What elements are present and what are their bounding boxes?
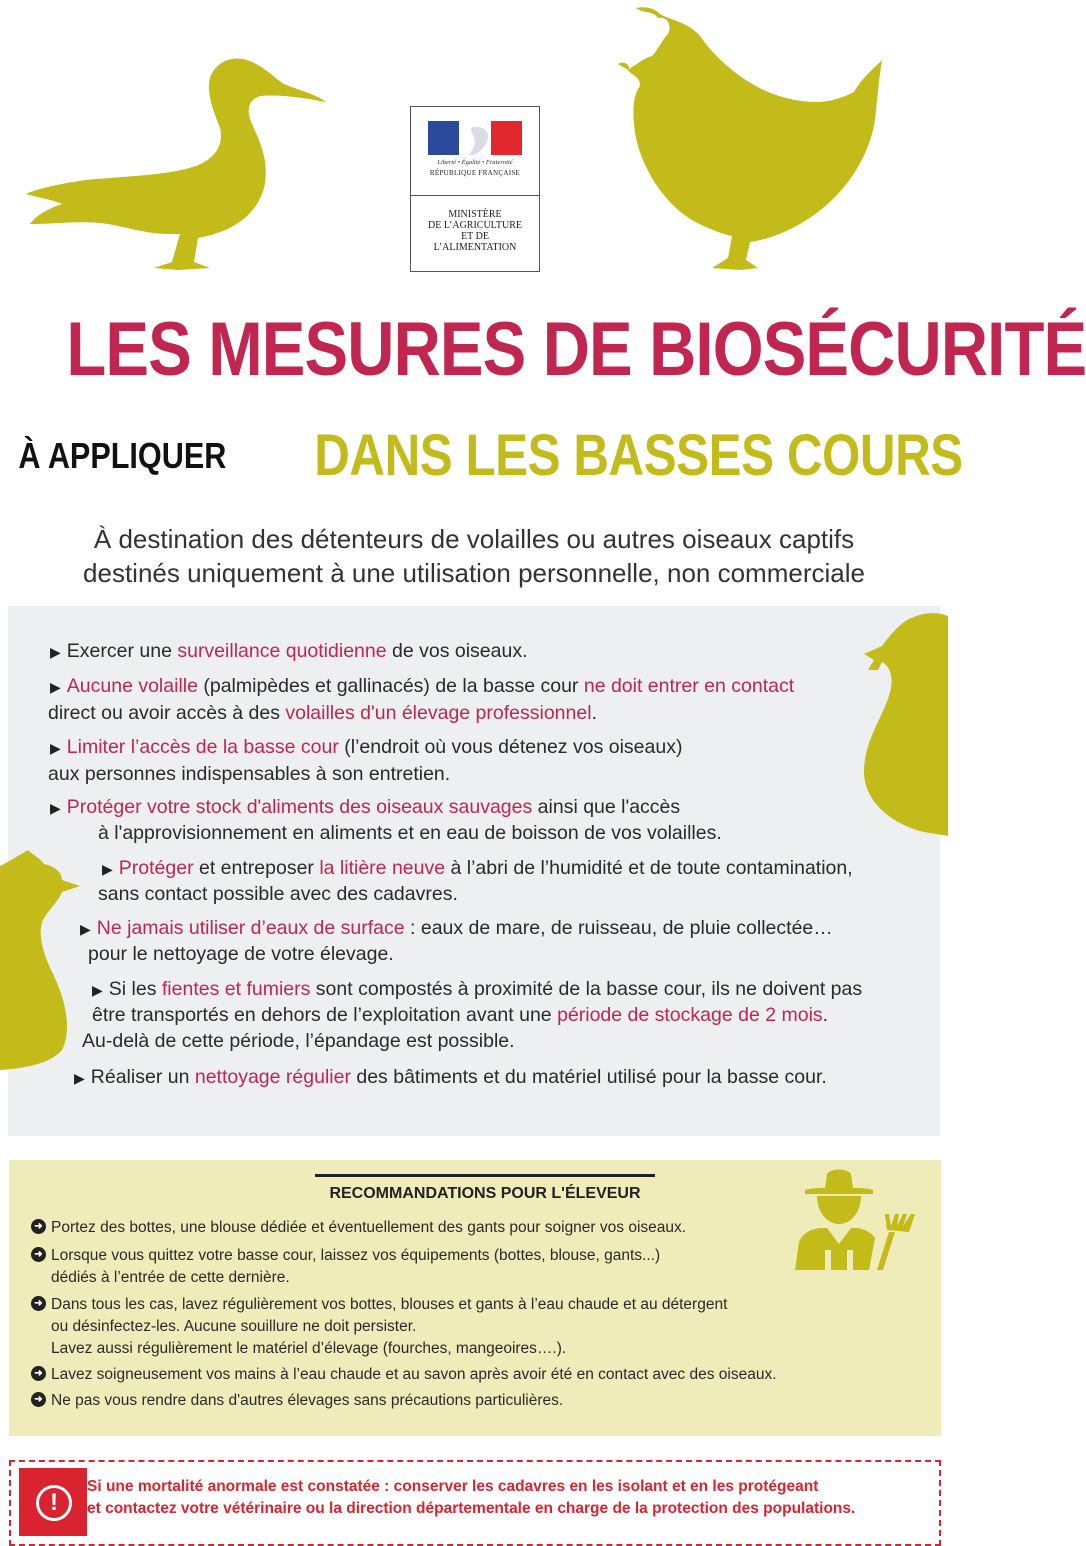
- subtitle-big: DANS LES BASSES COURS: [314, 423, 963, 488]
- measure-item-continued: à l'approvisionnement en aliments et en eau de boisson de vos volailles.: [98, 822, 722, 844]
- measure-item: ▶ Limiter l’accès de la basse cour (l’endroit où vous détenez vos oiseaux): [50, 736, 683, 758]
- recommendation-item: ➜ Ne pas vous rendre dans d'autres élevages sans précautions particulières.: [51, 1391, 563, 1411]
- ministry-logo: [410, 106, 540, 272]
- arrow-icon: ▶: [50, 679, 61, 695]
- measure-item: ▶ Protéger et entreposer la litière neuve à l’abri de l’humidité et de toute contamination,: [102, 857, 853, 879]
- farmer-icon: [791, 1166, 921, 1270]
- arrow-icon: ▶: [80, 921, 91, 937]
- hen-silhouette: [610, 6, 890, 276]
- recommendations-title: RECOMMANDATIONS POUR L'ÉLEVEUR: [315, 1174, 655, 1203]
- arrow-circle-icon: ➜: [31, 1247, 46, 1262]
- intro-text: À destination des détenteurs de volailles ou autres oiseaux captifs destinés uniquement à une utilisation personnelle, non commerciale: [83, 524, 865, 588]
- duck-head-silhouette: [860, 608, 948, 836]
- republic-name: RÉPUBLIQUE FRANÇAISE: [429, 169, 521, 177]
- arrow-icon: ▶: [92, 982, 103, 998]
- alert-text: Si une mortalité anormale est constatée : conserver les cadavres en les isolant et en les protégeant et contactez votre vétérinaire ou la direction départementale en charge de la protection des populations.: [87, 1478, 856, 1517]
- ministry-name: MINISTÈRE DE L’AGRICULTURE ET DE L’ALIMENTATION: [428, 209, 522, 253]
- arrow-icon: ▶: [50, 800, 61, 816]
- measure-item-continued: aux personnes indispensables à son entretien.: [48, 763, 451, 785]
- arrow-icon: ▶: [50, 740, 61, 756]
- arrow-icon: ▶: [74, 1070, 85, 1086]
- measure-item: ▶ Si les fientes et fumiers sont compostés à proximité de la basse cour, ils ne doivent pas: [92, 978, 863, 1000]
- measure-item-continued: direct ou avoir accès à des volailles d'un élevage professionnel.: [48, 702, 597, 724]
- measure-item-continued: Au-delà de cette période, l’épandage est possible.: [82, 1030, 515, 1052]
- recommendation-item-continued: dédiés à l’entrée de cette dernière.: [51, 1269, 290, 1286]
- measure-item: ▶ Aucune volaille (palmipèdes et gallinacés) de la basse cour ne doit entrer en contact: [50, 675, 795, 697]
- measure-item-continued: pour le nettoyage de votre élevage.: [88, 943, 394, 965]
- recommendations-panel: [9, 1160, 941, 1436]
- measure-item-continued: être transportés en dehors de l’exploitation avant une période de stockage de 2 mois.: [92, 1004, 829, 1026]
- page-title: LES MESURES DE BIOSÉCURITÉ: [66, 307, 1086, 392]
- recommendation-item: ➜ Lorsque vous quittez votre basse cour, laissez vos équipements (bottes, blouse, gants...): [51, 1246, 660, 1266]
- mortality-alert: [9, 1460, 941, 1546]
- duck-silhouette: [20, 52, 340, 274]
- arrow-circle-icon: ➜: [31, 1219, 46, 1234]
- arrow-icon: ▶: [50, 644, 61, 660]
- measure-item: ▶ Exercer une surveillance quotidienne de vos oiseaux.: [50, 640, 528, 662]
- arrow-icon: ▶: [102, 861, 113, 877]
- subtitle-small: À APPLIQUER: [18, 434, 227, 476]
- measure-item: ▶ Protéger votre stock d'aliments des oiseaux sauvages ainsi que l'accès: [50, 796, 681, 818]
- measure-item-continued: sans contact possible avec des cadavres.: [98, 883, 458, 905]
- recommendation-item: ➜ Dans tous les cas, lavez régulièrement vos bottes, blouses et gants à l’eau chaude et au détergent: [51, 1295, 727, 1315]
- alert-badge: [19, 1468, 87, 1536]
- arrow-circle-icon: ➜: [31, 1296, 46, 1311]
- republic-motto: Liberté • Égalité • Fraternité: [437, 159, 513, 166]
- arrow-circle-icon: ➜: [31, 1366, 46, 1381]
- recommendation-item: ➜ Lavez soigneusement vos mains à l’eau chaude et au savon après avoir été en contact avec des oiseaux.: [51, 1365, 777, 1385]
- marianne-flag-icon: [428, 121, 522, 155]
- page-subtitle: [0, 422, 963, 489]
- measure-item: ▶ Réaliser un nettoyage régulier des bâtiments et du matériel utilisé pour la basse cour.: [74, 1066, 827, 1088]
- recommendation-item-continued: ou désinfectez-les. Aucune souillure ne doit persister.: [51, 1318, 417, 1335]
- arrow-circle-icon: ➜: [31, 1392, 46, 1407]
- measure-item: ▶ Ne jamais utiliser d’eaux de surface : eaux de mare, de ruisseau, de pluie collectée…: [80, 917, 833, 939]
- hen-head-silhouette: [0, 846, 82, 1070]
- recommendation-item: ➜ Portez des bottes, une blouse dédiée et éventuellement des gants pour soigner vos oiseaux.: [51, 1218, 686, 1238]
- recommendation-item-continued: Lavez aussi régulièrement le matériel d’élevage (fourches, mangeoires….).: [51, 1340, 567, 1357]
- exclamation-icon: !: [36, 1485, 72, 1521]
